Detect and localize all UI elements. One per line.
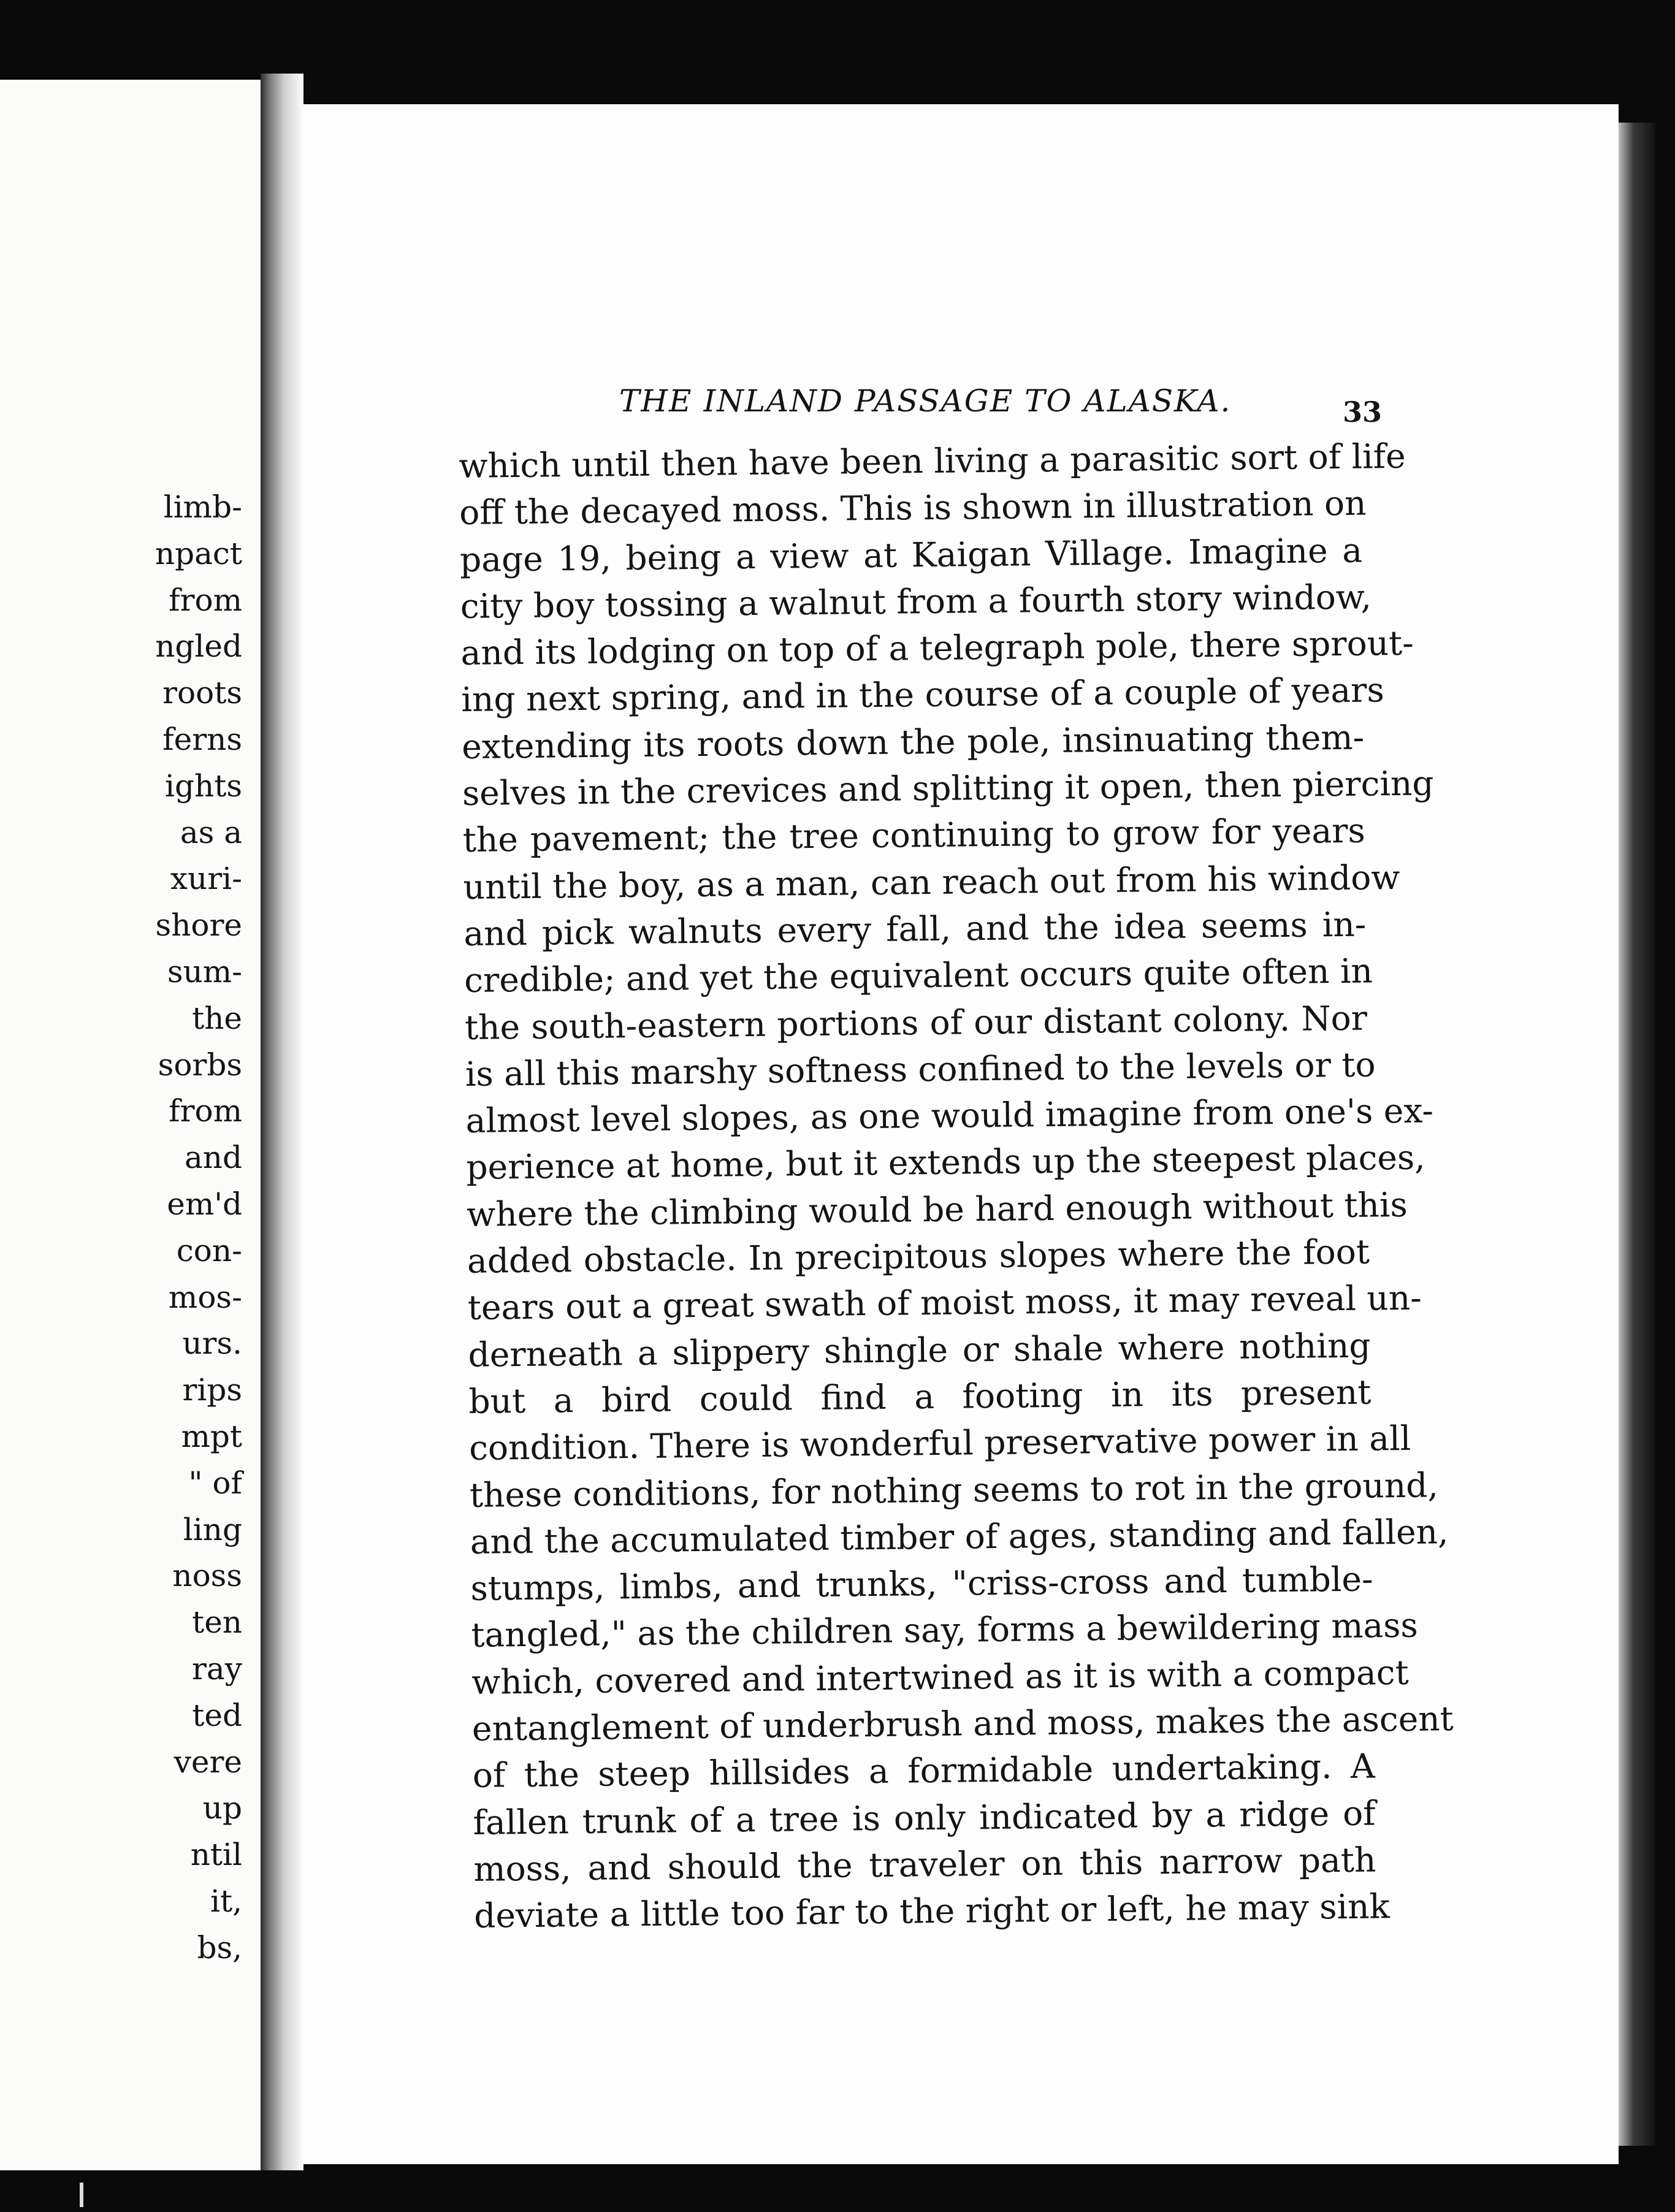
text-line: which until then have been living a parasitic sort of life: [459, 436, 1406, 486]
text-line: is all this marshy softness confined to the levels or to: [465, 1045, 1376, 1094]
text-line: tears out a great swath of moist moss, it may reveal un-: [467, 1278, 1422, 1328]
previous-page-line: ray: [192, 1650, 242, 1687]
previous-page-line: con-: [176, 1232, 242, 1268]
text-line: city boy tossing a walnut from a fourth story window,: [460, 577, 1372, 626]
page-edge-shadow: [1619, 123, 1655, 2146]
text-line: until the boy, as a man, can reach out from his window: [463, 857, 1400, 907]
text-line: fallen trunk of a tree is only indicated by a ridge of: [473, 1793, 1376, 1842]
running-head: THE INLAND PASSAGE TO ALASKA.: [619, 383, 1232, 419]
text-line: of the steep hillsides a formidable undertaking. A: [472, 1746, 1376, 1796]
body-text: [459, 433, 1454, 1940]
text-line: almost level slopes, as one would imagine from one's ex-: [465, 1091, 1434, 1141]
text-line: derneath a slippery shingle or shale where nothing: [468, 1325, 1371, 1375]
previous-page-line: sorbs: [158, 1047, 242, 1083]
previous-page-line: from: [169, 582, 242, 618]
previous-page-line: mpt: [181, 1418, 242, 1454]
text-line: credible; and yet the equivalent occurs quite often in: [464, 951, 1373, 1001]
text-line: which, covered and intertwined as it is with a compact: [471, 1652, 1409, 1702]
text-line: where the climbing would be hard enough without this: [466, 1184, 1408, 1234]
previous-page-line: ngled: [155, 628, 242, 665]
book-gutter: [261, 74, 303, 2170]
text-line: moss, and should the traveler on this narrow path: [473, 1840, 1376, 1889]
previous-page-line: ling: [183, 1511, 242, 1547]
text-line: the pavement; the tree continuing to grow for years: [462, 810, 1366, 860]
previous-page-text: [0, 484, 261, 1972]
text-line: deviate a little too far to the right or left, he may sink: [473, 1886, 1391, 1936]
previous-page-line: limb-: [163, 489, 242, 525]
previous-page-line: ntil: [190, 1837, 242, 1873]
text-line: and its lodging on top of a telegraph pole, there sprout-: [460, 623, 1414, 673]
previous-page-line: mos-: [168, 1279, 242, 1315]
text-line: added obstacle. In precipitous slopes where the foot: [467, 1232, 1370, 1281]
previous-page-line: rips: [182, 1372, 242, 1408]
previous-page-line: up: [202, 1790, 242, 1826]
previous-page-line: as a: [180, 814, 242, 850]
text-line: perience at home, but it extends up the steepest places,: [466, 1138, 1425, 1188]
previous-page-line: and: [184, 1140, 242, 1176]
previous-page-line: shore: [155, 907, 242, 944]
text-line: these conditions, for nothing seems to rot in the ground,: [469, 1465, 1439, 1515]
previous-page-line: ted: [192, 1697, 242, 1733]
previous-page-line: urs.: [182, 1325, 242, 1362]
previous-page-line: npact: [155, 535, 242, 571]
page-number: 33: [1343, 395, 1383, 429]
previous-page-line: the: [192, 1000, 242, 1036]
text-line: ing next spring, and in the course of a couple of years: [461, 670, 1384, 720]
previous-page-line: ights: [165, 768, 242, 804]
previous-page-line: roots: [162, 675, 242, 711]
previous-page-line: em'd: [167, 1186, 242, 1222]
text-line: stumps, limbs, and trunks, "criss-cross and tumble-: [470, 1559, 1373, 1609]
text-line: and the accumulated timber of ages, standing and fallen,: [470, 1512, 1449, 1562]
previous-page-line: vere: [174, 1744, 242, 1780]
text-line: selves in the crevices and splitting it open, then piercing: [462, 763, 1434, 814]
text-line: tangled," as the children say, forms a bewildering mass: [471, 1606, 1418, 1655]
text-line: condition. There is wonderful preservative power in all: [468, 1419, 1411, 1468]
previous-page-line: sum-: [167, 953, 242, 990]
text-line: extending its roots down the pole, insinuating them-: [461, 717, 1365, 766]
text-line: off the decayed moss. This is shown in illustration on: [459, 483, 1367, 533]
previous-page-line: from: [169, 1093, 242, 1129]
text-line: page 19, being a view at Kaigan Village. Imagine a: [459, 530, 1363, 579]
text-line: the south-eastern portions of our distant colony. Nor: [464, 998, 1368, 1047]
previous-page-line: noss: [172, 1558, 242, 1594]
previous-page-line: ferns: [162, 721, 242, 757]
text-line: but a bird could find a footing in its present: [468, 1372, 1372, 1421]
previous-page-line: it,: [210, 1883, 242, 1919]
previous-page-line: bs,: [197, 1929, 242, 1966]
text-line: and pick walnuts every fall, and the idea seems in-: [464, 904, 1367, 953]
previous-page-line: xuri-: [170, 861, 242, 897]
previous-page-line: ten: [192, 1604, 242, 1641]
scan-mark: [80, 2183, 83, 2207]
previous-page-line: " of: [188, 1465, 242, 1501]
previous-page: [0, 80, 261, 2170]
text-line: entanglement of underbrush and moss, makes the ascent: [471, 1699, 1454, 1749]
